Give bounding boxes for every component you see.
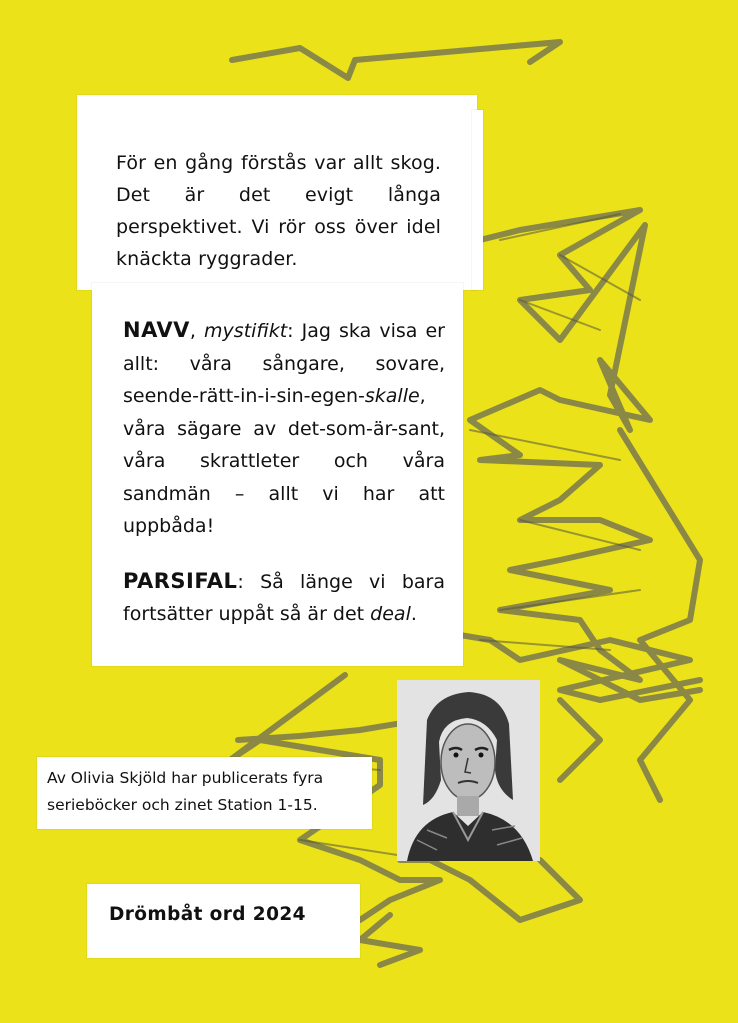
line-text-end: . [410,603,417,625]
portrait-photo [397,680,540,861]
line-text-end: , våra sägare av det-som-är-sant, våra skrattleter och våra sandmän – allt vi har att uppbåda! [123,385,445,537]
line-emphasis: deal [370,603,411,625]
separator: , [189,320,205,342]
author-portrait-photo [397,680,540,861]
stage-direction: mystifikt [204,320,288,342]
speaker-navv: NAVV [123,318,190,342]
line-text: Så länge vi bara fortsätter uppåt så är det [123,571,445,625]
author-bio [47,765,367,819]
author-bio-line-1: Av Olivia Skjöld har publicerats fyra [47,769,324,787]
speaker-parsifal: PARSIFAL [123,569,238,593]
intro-text: För en gång förstås var allt skog. Det är det evigt långa perspektivet. Vi rör oss över idel knäckta ryggrader. [116,152,441,270]
intro-card-strip [472,110,483,290]
credit-text: Drömbåt ord 2024 [109,904,306,925]
colon: : [287,320,294,342]
author-bio-line-2: serieböcker och zinet Station 1-15. [47,796,318,814]
dialogue-navv [123,314,445,543]
dialogue-parsifal [123,565,445,630]
colon: : [237,571,244,593]
line-text: Jag ska visa er allt: våra sångare, sovare, seende-rätt-in-i-sin-egen- [123,320,445,407]
line-emphasis: skalle [364,385,420,407]
